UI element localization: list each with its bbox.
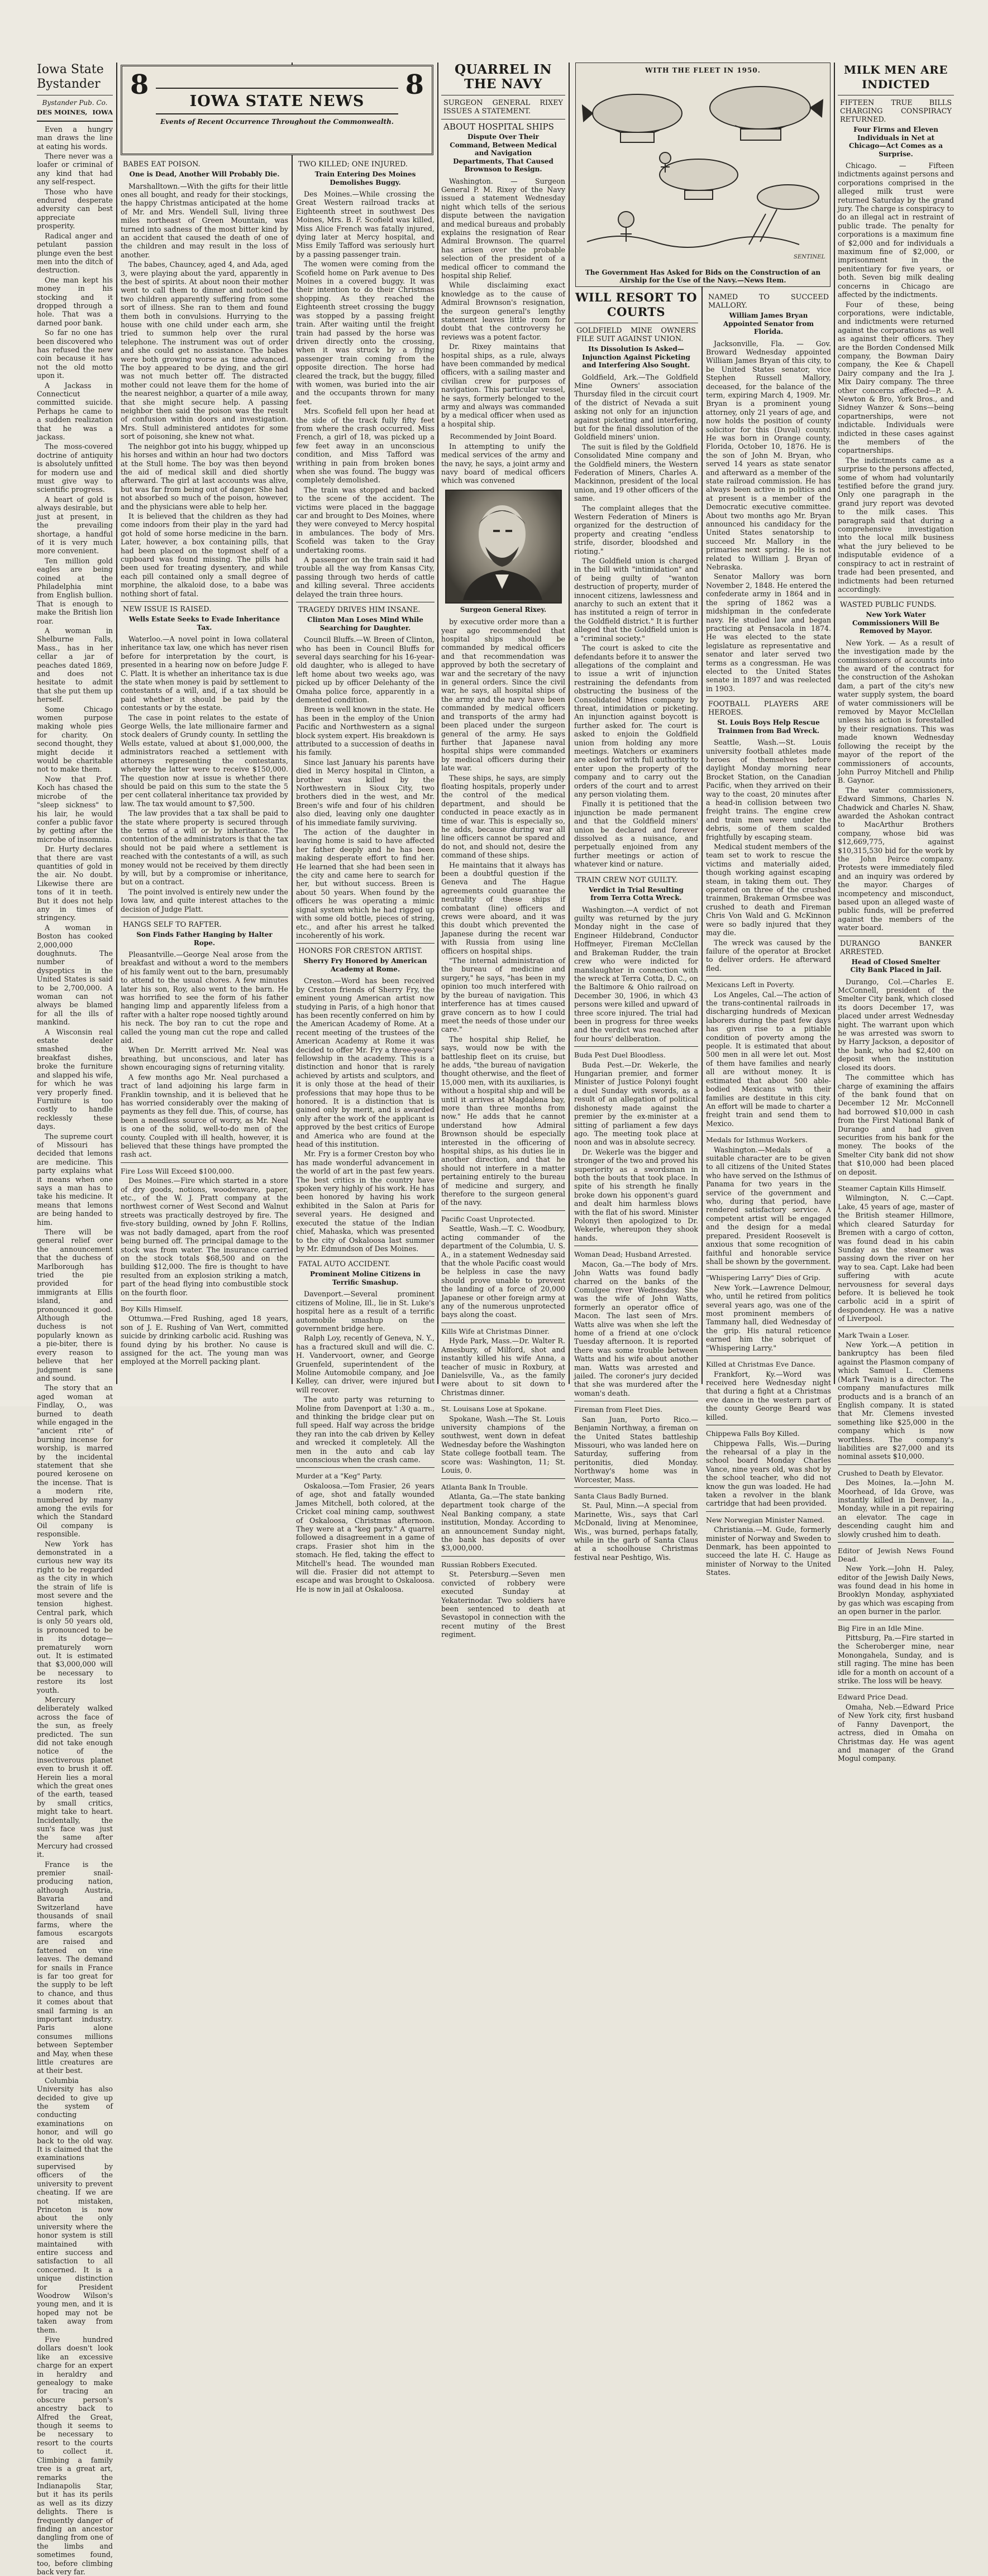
story-headline: New Norwegian Minister Named. — [706, 1515, 825, 1524]
editorial-paragraph: The moss-covered doctrine of antiquity is absolutely unfitted for modern use and must give way to scientific progress. — [37, 442, 113, 494]
story-paragraph: Oskaloosa.—Tom Frasier, 26 years of age, shot and fatally wounded James Mitchell, both colored, at the Cricket coal mining camp, southwest of Oskaloosa, Christmas afternoon. They were at a "keg party." A quarrel followed a disagreement in a game of craps. Frasier shot him in the stomach. He fled, taking the effect to Mitchell's head. The wounded man will die. Frasier did not attempt to escape and was brought to Oskaloosa. He is now in jail at Oskaloosa. — [296, 1481, 435, 1593]
editorial-paragraph: Now that Prof. Koch has chased the microbe of the "sleep sickness" to his lair, he would confer a public favor by getting after the microbe of insomnia. — [37, 774, 113, 844]
story-headline: TRAGEDY DRIVES HIM INSANE. — [298, 606, 421, 615]
story-deck: Sherry Fry Honored by American Academy at Rome. — [303, 957, 427, 973]
story-paragraph: Senator Mallory was born November 2, 1848. He entered the confederate army in 1864 and in the spring of 1862 was a midshipman in the confederate navy. He studied law and began practicing at Pensacola in 1874. He was elected to the state legislature as representative and senator and later served two terms as a congressman. He was elected to the United States senate in 1897 and was reelected in 1903. — [706, 572, 831, 693]
story-paragraph: The babes, Chauncey, aged 4, and Ada, aged 3, were playing about the yard, apparently in the best of spirits. At about noon their mother went to call them to dinner and noticed the two children apparently suffering from some sort of illness. She ran to them and found them both in convulsions. Hurrying to the house with one child under each arm, she tried to summon help over the rural telephone. The instrument was out of order and she could get no assistance. The babes were both growing worse as time advanced. The boy appeared to be dying, and the girl was not much better off. The distracted mother could not leave them for the home of the nearest neighbor, a quarter of a mile away, that she might secure help. A passing neighbor then said the poison was the result of confusion within doors and investigation. Mrs. Stull administered antidotes for some sort of poisoning, she knew not what. — [121, 260, 288, 441]
story-paragraph: Spokane, Wash.—The St. Louis university champions of the southwest, went down in defeat Wednesday before the Washington State college football team. The score was: Washington, 11; St. Louis, 0. — [441, 1414, 565, 1475]
story-divider — [296, 943, 435, 944]
story-paragraph: The suit is filed by the Goldfield Consolidated Mine company and the Goldfield miners, the Western Federation of Miners, Charles A. Mackinnon, president of the local union, and 19 other officers of the same. — [574, 442, 698, 503]
editorial-paragraphs — [37, 125, 113, 2576]
editorial-paragraph: A Jackass in Connecticut committed suicide. Perhaps he came to a sudden realization that he was a jackass. — [37, 381, 113, 442]
story-paragraph: The case in point relates to the estate of George Wells, the late millionaire farmer and stock dealers of Grundy county. In settling the Wells estate, valued at about $1,000,000, the administrators reached a settlement with attorneys representing the contestants, whereby the latter were to receive $150,000. The question now at issue is whether there should be paid on this sum to the state the 5 per cent collateral inheritance tax provided by law. The tax would amount to $7,500. — [121, 713, 288, 808]
story-paragraph: Ottumwa.—Fred Rushing, aged 18 years, son of J. E. Rushing of Van Wert, committed suicide by drinking carbolic acid. Rushing was found dying by his brother. No cause is assigned for the act. The young man was employed at the Morrell packing plant. — [121, 1314, 288, 1366]
navy-subhead-2: ABOUT HOSPITAL SHIPS — [443, 122, 554, 132]
story-paragraph: These ships, he says, are simply floating hospitals, properly under the control of the medical department, and should be conducted in peace exactly as in time of war. This is especially so, he adds, because during war all line officers cannot be spared and do not, and should not, desire the command of these ships. — [441, 773, 565, 860]
story-headline: Killed at Christmas Eve Dance. — [706, 1360, 815, 1369]
story-headline: DURANGO BANKER ARRESTED. — [840, 939, 952, 956]
story-paragraph: The complaint alleges that the Western Federation of Miners is organized for the destruction of property and creating "endless strife, disorder, bloodshed and rioting." — [574, 504, 698, 556]
story-paragraph: Macon, Ga.—The body of Mrs. John Watts was found badly charred on the banks of the Comulgee river Wednesday. She was the wife of John Watts, formerly an operator office of Macon. The last seen of Mrs. Watts alive was when she left the home of a friend at one o'clock Tuesday afternoon. It is reported there was some trouble between Watts and his wife about another man. Watts was arrested and jailed. The coroner's jury decided that she was murdered after the woman's death. — [574, 1260, 698, 1397]
story-paragraph: Medical student members of the team set to work to rescue the victims and materially aided, though working against escaping steam, in taking them out. They operated on three of the crushed trainmen, Brakeman Ormsbee was crushed to death and Fireman Chris Von Wald and G. McKinnon were so badly injured that they may die. — [706, 842, 831, 937]
story-divider — [574, 1046, 698, 1047]
story-paragraph: Dr. Wekerle was the bigger and stronger of the two and proved his superiority as a swordsman in both the bouts that took place. In spite of his strength he finally broke down his opponent's guard and dealt him harmless blows with the flat of his sword. Minister Polonyi then apologized to Dr. Wekerle, whereupon they shook hands. — [574, 1147, 698, 1242]
portrait-image — [445, 490, 562, 604]
story-headline: Russian Robbers Executed. — [441, 1560, 537, 1569]
story-deck: New York Water Commissioners Will Be Removed by Mayor. — [852, 611, 940, 635]
story-paragraph: Atlanta, Ga.—The state banking department took charge of the Neal Banking company, a state institution, Monday. According to an announcement Sunday night, the bank has deposits of over $3,000,000. — [441, 1492, 565, 1553]
story-divider — [296, 1467, 435, 1468]
story-paragraph: Marshalltown.—With the gifts for their little ones all bought, and ready for their stockings, the happy Christmas anticipated at the home of Mr. and Mrs. Wendell Sull, living three miles northeast of Green Mountain, was turned into sadness of the most bitter kind by an accident that caused the death of one of the children and may result in the loss of another. — [121, 181, 288, 259]
story-paragraph: The Goldfield union is charged in the bill with "intimidation" and of being guilty of "wanton destruction of property, murder of innocent citizens, lawlessness and anarchy to such an extent that it has instituted a reign of terror in the Goldfield district." It is further alleged that the Goldfield union is a "criminal society." — [574, 557, 698, 643]
story-deck: Prominent Moline Citizens in Terrific Smashup. — [310, 1270, 421, 1286]
portrait-caption: Surgeon General Rixey. — [460, 605, 547, 614]
masthead-dateline — [37, 108, 113, 117]
editorial-paragraph: There will be general relief over the announcement that the duchess of Marlborough has tried the pie provided for immigrants at Ellis island, and pronounced it good. Although the duchess is not popularly known as a pie-biter, there is every reason to believe that her judgment is sane and sound. — [37, 1228, 113, 1382]
story-paragraph: Breen is well known in the state. He has been in the employ of the Union Pacific and Northwestern as a signal block system expert. His breakdown is attributed to a succession of deaths in his family. — [296, 705, 435, 757]
story-paragraph: The hospital ship Relief, he says, would now be with the battleship fleet on its cruise, but he adds, "the bureau of navigation thought otherwise, and the fleet of 15,000 men, with its auxiliaries, is without a hospital ship and will be until it arrives at Magdalena bay, more than three months from now." He adds that he cannot understand how Admiral Brownson should be especially interested in the officering of hospital ships, as his duties lie in another direction, and that he should not interfere in a matter pertaining entirely to the bureau of medicine and surgery, and therefore to the surgeon general of the navy. — [441, 1035, 565, 1207]
editorial-paragraph: The story that an aged woman at Findlay, O., was burned to death while engaged in the "ancient rite" of burning incense for worship, is marred by the incidental statement that she poured kerosene on the incense. That is a modern rite, numbered by many among the evils for which the Standard Oil company is responsible. — [37, 1383, 113, 1539]
story-paragraph: It is believed that the children as they had come indoors from their play in the yard had got hold of some horse medicine in the barn. Later, however, a box containing pills, that had been placed on the topmost shelf of a cupboard was found missing. The pills had been used for treating dysentery, and while each pill contained only a small degree of morphine, the alkaloid dose, to a babe was nothing short of fatal. — [121, 511, 288, 598]
story-paragraph: Washington.—A verdict of not guilty was returned by the jury Monday night in the case of Engineer Hildebrand, Conductor Hoffmeyer, Fireman McClellan and Brakeman Rudder, the train crew who were indicted for manslaughter in connection with the wreck at Terra Cotta, D. C., on the Baltimore & Ohio railroad on December 30, 1906, in which 43 persons were killed and upward of three score injured. The trial had been in progress for three weeks and the verdict was reached after four hours' deliberation. — [574, 905, 698, 1043]
portrait-figure-icon — [446, 491, 559, 600]
story-paragraph: Seattle, Wash.—St. Louis university football athletes made heroes of themselves before daylight Monday morning near Brocket Station, on the Canadian Pacific, when they arrived on their way to the coast, 20 minutes after a head-in collision between two freight trains. The engine crew and train men were under the debris, some of them scalded frightfully by escaping steam. — [706, 738, 831, 841]
column-6 — [706, 290, 831, 1577]
story-headline: BABES EAT POISON. — [123, 160, 201, 169]
story-headline: Kills Wife at Christmas Dinner. — [441, 1327, 550, 1335]
ornament-left: 8 — [130, 69, 149, 100]
story-paragraph: Creston.—Word has been received by Creston friends of Sherry Fry, the eminent young American artist now studying in Paris, of a high honor that has been recently conferred on him by the American Academy of Rome. At a recent meeting of the trustees of the American Academy at Rome it was decided to offer Mr. Fry a three-years' fellowship in the academy. This is a distinction and honor that is rarely achieved by artists and sculptors, and it is only those at the head of their professions that may hope thus to be honored. It is a distinction that is gained only by merit, and is awarded only after the work of the applicant is approved by the best critics of Europe and America who are found at the head of this institution. — [296, 976, 435, 1149]
story-paragraph: Since last January his parents have died in Mercy hospital in Clinton, a brother was killed by the Northwestern in Sioux City, two brothers died in the west, and Mr. Breen's wife and four of his children also died, leaving only one daughter of his immediate family surviving. — [296, 758, 435, 827]
editorial-paragraph: The supreme court of Missouri has decided that lemons are medicine. This party explains what it means when one says a man has to take his medicine. It means that lemons are being handed to him. — [37, 1132, 113, 1227]
story-headline: Fire Loss Will Exceed $100,000. — [121, 1166, 235, 1175]
story-paragraph: Omaha, Neb.—Edward Price of New York city, first husband of Fanny Davenport, the actress, died in Omaha on Christmas day. He was agent and manager of the Grand Mogul company. — [838, 1702, 954, 1763]
story-paragraph: New York.—Lawrence Delmour, who, until he retired from politics several years ago, was one of the most prominent members of Tammany hall, died Wednesday of the grip. His natural reticence earned him the sobriquet of "Whispering Larry." — [706, 1283, 831, 1352]
story-paragraph: In attempting to unify the medical services of the army and the navy, he says, a joint army and navy board of medical officers which was convened — [441, 442, 565, 485]
story-paragraph: St. Petersburg.—Seven men convicted of robbery were executed Sunday at Yekaterinodar. Two soldiers have been sentenced to death at Sevastopol in connection with the recent mutiny of the Brest regiment. — [441, 1570, 565, 1639]
story-paragraph: The women were coming from the Scofield home on Park avenue to Des Moines in a covered buggy. It was their intention to do their Christmas shopping. As they reached the Eighteenth street crossing the buggy was stopped by a passing freight train. After waiting until the freight train had passed by the horse was driven directly onto the crossing, when it was struck by a flying passenger train coming from the opposite direction. The horse had cleared the track, but the buggy, filled with women, was buried into the air and the occupants thrown for many feet. — [296, 260, 435, 406]
story-divider — [838, 1542, 954, 1543]
editorial-paragraph: A woman in Shelburne Falls, Mass., has in her cellar a jar of peaches dated 1869, and does not hesitate to admit that she put them up herself. — [37, 626, 113, 704]
story-paragraph: The indictments came as a surprise to the persons affected, some of whom had voluntarily testified before the grand jury. Only one paragraph in the grand jury report was devoted to the milk cases. This paragraph said that during a comprehensive investigation into the local milk business what the jury believed to be indisputable evidence of a conspiracy to act in restraint of trade had been presented, and indictments had been returned accordingly. — [838, 456, 954, 593]
story-paragraph: The auto party was returning to Moline from Davenport at 1:30 a. m., and thinking the bridge clear put on full speed. Half way across the bridge they ran into the cab driven by Kelley and wrecked it completely. All the men in the auto and cab lay unconscious when the crash came. — [296, 1395, 435, 1464]
story-paragraph: The court is asked to cite the defendants before it to answer the allegations of the complaint and to issue a writ of injunction restraining the defendants from obstructing the business of the Consolidated Mines company by threat, intimidation or picketing. An injunction against boycott is further asked for. The court is asked to enjoin the Goldfield union from holding any more meetings. Watchers or examiners are asked for with full authority to enter upon the property of the company and to carry out the orders of the court and to arrest any person violating them. — [574, 644, 698, 798]
story-headline: HONORS FOR CRESTON ARTIST. — [298, 947, 423, 956]
airship-cartoon-icon — [576, 74, 830, 264]
milk-headline: MILK MEN ARE INDICTED — [844, 63, 948, 91]
story-headline: Murder at a "Keg" Party. — [296, 1472, 383, 1481]
story-deck: Son Finds Father Hanging by Halter Rope. — [136, 931, 273, 947]
story-paragraph: New York.—A petition in bankruptcy has been filed against the Plasmon company of which Samuel L. Clemens (Mark Twain) is a director. The company manufactures milk products and is a branch of an English company. It is stated that Mr. Clemens invested something like $25,000 in the company which is now worthless. The company's liabilities are $27,000 and its nominal assets $10,000. — [838, 1340, 954, 1461]
column-3 — [296, 157, 435, 1593]
story-paragraph: Pleasantville.—George Neal arose from the breakfast and without a word to the members of his family went out to the barn, presumably to attend to the usual chores. A few minutes later his son, Roy, also went to the barn. He was horrified to see the form of his father hanging limp and apparently lifeless from a rafter with a halter rope noosed tightly around his neck. The boy ran to cut the rope and called the young man cut the rope and called aid. — [121, 950, 288, 1045]
editorial-paragraph: Some Chicago women purpose making whole pies for charity. On second thought, they might decide it would be charitable not to make them. — [37, 705, 113, 774]
story-paragraph: Washington. — Surgeon General P. M. Rixey of the Navy issued a statement Wednesday night which tells of the serious dispute between the navigation and medical bureaus and probably explains the resignation of Rear Admiral Brownson. The quarrel has arisen over the probable selection of the president of a medical officer to command the hospital ship Relief. — [441, 176, 565, 280]
story-paragraph: The wreck was caused by the failure of the operator at Brocket to deliver orders. He afterward fled. — [706, 938, 831, 973]
story-deck: Clinton Man Loses Mind While Searching for Daughter. — [307, 616, 423, 632]
column-5 — [574, 290, 698, 1562]
story-paragraph: Davenport.—Several prominent citizens of Moline, Ill., lie in St. Luke's hospital here as a result of a terrific automobile smashup on the government bridge here. — [296, 1290, 435, 1333]
navy-subhead: SURGEON GENERAL RIXEY ISSUES A STATEMENT. — [443, 99, 563, 116]
column-rule — [569, 63, 570, 1384]
story-paragraph: New York.—John H. Paley, editor of the Jewish Daily News, was found dead in his home in Brooklyn Monday, asphyxiated by gas which was escaping from an open burner in the parlor. — [838, 1564, 954, 1616]
story-deck: Head of Closed Smelter City Bank Placed in Jail. — [850, 957, 942, 974]
story-headline: NEW ISSUE IS RAISED. — [123, 605, 212, 614]
story-paragraph: by executive order more than a year ago recommended that hospital ships should be commanded by medical officers and that recommendation was approved by both the secretary of war and the secretary of the navy in general orders. Since the civil war, he says, all hospital ships of the army and the navy have been commanded by medical officers and transports of the army had been placed under the surgeon general of the army. He says further that Japanese naval hospital ships were commanded by medical officers during their late war. — [441, 617, 565, 773]
cartoon-title: WITH THE FLEET IN 1950. — [645, 66, 761, 74]
story-paragraph: The point involved is entirely new under the Iowa law, and quite interest attaches to the decision of Judge Platt. — [121, 887, 288, 913]
courts-headline: WILL RESORT TO COURTS — [575, 290, 698, 319]
column-rule — [834, 63, 835, 1384]
editorial-paragraph: Even a hungry man draws the line at eating his words. — [37, 125, 113, 151]
story-deck: One is Dead, Another Will Probably Die. — [129, 170, 280, 178]
iowa-state-news-box — [121, 65, 433, 155]
navy-small-head: Recommended by Joint Board. — [450, 432, 557, 441]
column-2 — [121, 157, 288, 1384]
story-divider — [706, 1511, 831, 1512]
story-headline: Buda Pest Duel Bloodless. — [574, 1051, 666, 1060]
story-headline: Chippewa Falls Boy Killed. — [706, 1429, 800, 1438]
story-divider — [574, 872, 698, 873]
column-7 — [838, 63, 954, 1763]
story-paragraph: The law provides that a tax shall be paid to the state where property is secured through the terms of a will or by inheritance. The contention of the administrators is that the tax should not be paid where a settlement is reached with the contestants of a will, as such money would not be received by them directly by will, but by a compromise or inheritance, but on a contract. — [121, 809, 288, 887]
editorial-paragraph: France is the premier snail-producing nation, although Austria, Bavaria and Switzerland have thousands of snail farms, where the famous escargots are raised and fattened on vine leaves. The demand for snails in France is far too great for the supply to be left to chance, and thus it comes about that snail farming is an important industry. Paris alone consumes millions between September and May, when these little creatures are at their best. — [37, 1860, 113, 2075]
editorial-paragraph: Dr. Hurty declares that there are vast quantities of gold in the air. No doubt. Likewise there are tons of it in teeth. But it does not help any in times of stringency. — [37, 845, 113, 922]
story-paragraph: The committee which has charge of examining the affairs of the bank found that on December 12 Mr. McConnell had borrowed $10,000 in cash from the First National Bank of Durango and had given securities from his bank for the money. The books of the Smelter City bank did not show that $10,000 had been placed on deposit. — [838, 1073, 954, 1176]
column-rule — [437, 63, 438, 1384]
story-paragraph: Chicago. — Fifteen indictments against persons and corporations comprised in the alleged milk trust were returned Saturday by the grand jury. The charge is conspiracy to do an illegal act in restraint of public trade. The penalty for corporations is a maximum fine of $2,000 and for individuals a maximum fine of $2,000, or imprisonment in the penitentiary for five years, or both. Seven big milk dealing concerns in Chicago are affected by the indictments. — [838, 161, 954, 299]
editorial-paragraph: New York has demonstrated in a curious new way its right to be regarded as the city in which the strain of life is most severe and the tension highest. Central park, which is only 50 years old, is pronounced to be in its dotage—prematurely worn out. It is estimated that $3,000,000 will be necessary to restore its lost youth. — [37, 1539, 113, 1694]
story-divider — [441, 1478, 565, 1479]
story-paragraph: Los Angeles, Cal.—The action of the trans-continental railroads in discharging hundreds of Mexican laborers during the past few days has given rise to a pitiable condition of poverty among the people. It is estimated that about 500 men in all were let out. Most of them have families and nearly all are without money. It is estimated that about 500 able-bodied Mexicans with their families are destitute in this city. An effort will be made to charter a freight train and send them to Mexico. — [706, 990, 831, 1128]
story-paragraph: Wilmington, N. C.—Capt. Lake, 45 years of age, master of the British steamer Hillmore, which cleared Saturday for Bremen with a cargo of cotton, was found dead in his cabin Sunday as the steamer was passing down the river on her way to sea. Capt. Lake had been suffering with acute nervousness for several days before. It is believed he took carbolic acid in a spirit of despondency. He was a native of Liverpool. — [838, 1194, 954, 1323]
column-rule — [116, 63, 117, 1384]
story-headline: Edward Price Dead. — [838, 1693, 908, 1702]
story-paragraph: Mrs. Scofield fell upon her head at the side of the track fully fifty feet from where the crash occurred. Miss French, a girl of 18, was picked up a few feet away in an unconscious condition, and Miss Tafford was writhing in pain from broken bones when she was found. The buggy was completely demolished. — [296, 407, 435, 485]
story-paragraph: Buda Pest.—Dr. Wekerle, the Hungarian premier, and former Minister of Justice Polonyi fought a duel Sunday with swords, as a result of an allegation of political dishonesty made against the premier by the ex-minister at a sitting of parliament a few days ago. The meeting took place at noon and was in absolute secrecy. — [574, 1060, 698, 1147]
story-headline: Santa Claus Badly Burned. — [574, 1491, 669, 1500]
cartoon-signature: SENTINEL — [794, 254, 825, 260]
masthead-title: Iowa State Bystander — [37, 63, 104, 91]
editorial-paragraph: Columbia University has also decided to give up the system of conducting examinations on honor, and will go back to the old way. It is claimed that the examinations supervised by officers of the university to prevent cheating. If we are not mistaken, Princeton is now about the only university where the honor system is still maintained with entire success and satisfaction to all concerned. It is a unique distinction for President Woodrow Wilson's young men, and it is hoped may not be taken away from them. — [37, 2076, 113, 2334]
story-paragraph: "The internal administration of the bureau of medicine and surgery," he says, "has been in my opinion too much interfered with by the bureau of navigation. This interference has at times caused grave concern as to how I could meet the needs of those under our care." — [441, 956, 565, 1034]
story-headline: St. Louisans Lose at Spokane. — [441, 1405, 547, 1414]
story-deck: Verdict in Trial Resulting from Terra Cotta Wreck. — [589, 885, 684, 902]
story-paragraph: The action of the daughter in leaving home is said to have affected her father deeply and he has been making desperate effort to find her. He learned that she had been seen in the city and came here to search for her, but without success. Breen is about 50 years. When found by the officers he was operating a mimic signal system which he had rigged up with some old bottle, pieces of string, etc., and after his arrest he talked incoherently of his work. — [296, 828, 435, 940]
courts-deck: Its Dissolution Is Asked—Injunction Against Picketing and Interfering Also Sought. — [582, 345, 690, 369]
story-paragraph: The neighbor got into his buggy, whipped up his horses and within an hour had two doctors at the Stull home. The boy was then beyond the aid of medical skill and died shortly afterward. The girl at last accounts was alive, but was far from being out of danger. She had not absorbed so much of the poison, however, and the physicians were able to help her. — [121, 442, 288, 511]
story-deck: St. Louis Boys Help Rescue Trainmen from Bad Wreck. — [717, 719, 820, 735]
ornament-right: 8 — [405, 69, 424, 100]
milk-deck: Four Firms and Eleven Individuals in Net at Chicago—Act Comes as a Surprise. — [849, 126, 943, 158]
story-paragraph: Jacksonville, Fla. — Gov. Broward Wednesday appointed William James Bryan of this city, to be United States senator, vice Stephen Russell Mallory, deceased, for the balance of the term, expiring March 4, 1909. Mr. Bryan is a prominent young attorney, only 21 years of age, and now holds the position of county solicitor for this (Duval) county. He was born in Orange county, Florida, October 10, 1876. He is the son of John M. Bryan, who served 14 years as state senator and afterward as a member of the state railroad commission. He has always been active in politics and at present is a member of the Democratic executive committee. About two months ago Mr. Bryan announced his candidacy for the United States senatorship to succeed Mr. Mallory in the primaries next spring. He is not related to William J. Bryan of Nebraska. — [706, 339, 831, 572]
story-divider — [121, 601, 288, 602]
story-paragraph: Des Moines, Ia.—John M. Moorhead, of Ida Grove, was instantly killed in Denver, Ia., Monday, while in a pit repairing an elevator. The cage in descending caught him and slowly crushed him to death. — [838, 1478, 954, 1539]
story-headline: Woman Dead; Husband Arrested. — [574, 1250, 692, 1259]
story-headline: Big Fire in an Idle Mine. — [838, 1624, 924, 1632]
story-divider — [706, 696, 831, 697]
story-headline: Mark Twain a Loser. — [838, 1330, 910, 1339]
story-paragraph: Christiania.—M. Gude, formerly minister of Norway and Sweden to Denmark, has been appointed to succeed the late H. C. Hauge as minister of Norway to the United States. — [706, 1525, 831, 1577]
story-headline: TWO KILLED; ONE INJURED. — [298, 160, 408, 169]
state-news-subtitle: Events of Recent Occurrence Throughout the Commonwealth. — [160, 118, 394, 126]
story-headline: WASTED PUBLIC FUNDS. — [840, 601, 937, 610]
story-headline: FATAL AUTO ACCIDENT. — [298, 1260, 390, 1269]
story-paragraph: San Juan, Porto Rico.—Benjamin Northway, a fireman on the United States battleship Missouri, who was landed here on Saturday, suffering from peritonitis, died Monday. Northway's home was in Worcester, Mass. — [574, 1415, 698, 1484]
editorial-paragraph: Five hundred dollars doesn't look like an excessive charge for an expert in heraldry and genealogy to make for tracing an obscure person's ancestry back to Alfred the Great, though it seems to be necessary to resort to the courts to collect it. Climbing a family tree is a great art, remarks the Indianapolis Star, but it has its perils as well as its dizzy delights. There is frequently danger of finding an ancestor dangling from one of the limbs and sometimes found, too, before climbing back very far. — [37, 2335, 113, 2576]
editorial-paragraph: Radical anger and petulant passion plunge even the best men into the ditch of destruction. — [37, 231, 113, 275]
editorial-paragraph: A woman in Boston has cooked 2,000,000 doughnuts. The number of dyspeptics in the United States is said to be 2,700,000. A woman can not always be blamed for all the ills of mankind. — [37, 923, 113, 1027]
story-paragraph: Durango, Col.—Charles E. McConnell, president of the Smelter City bank, which closed its doors December 17, was placed under arrest Wednesday night. The warrant upon which he was arrested was sworn to by Harry Jackson, a depositor of the bank, who had $2,400 on deposit when the institution closed its doors. — [838, 977, 954, 1072]
story-headline: Steamer Captain Kills Himself. — [838, 1184, 946, 1193]
editorial-paragraph: Mercury deliberately walked across the face of the sun, as freely predicted. The sun did not take enough notice of the insectiverous planet even to brush it off. Herein lies a moral which the great ones of the earth, teased by small critics, might take to heart. Incidentally, the sun's face was just the same after Mercury had crossed it. — [37, 1695, 113, 1859]
column-1 — [37, 63, 113, 2576]
editorial-paragraph: Those who have endured desperate adversity can best appreciate prosperity. — [37, 187, 113, 231]
story-paragraph: St. Paul, Minn.—A special from Marinette, Wis., says that Carl McDonald, living at Menominee, Wis., was burned, perhaps fatally, while in the garb of Santa Claus at a schoolhouse Christmas festival near Peshtigo, Wis. — [574, 1501, 698, 1562]
story-paragraph: The water commissioners, Edward Simmons, Charles N. Chadwick and Charles N. Shaw, awarded the Ashokan contract to MacArthur Brothers company, whose bid was $12,669,775, against $10,315,530 bid for the work by the John Peirce company. Protests were immediately filed and an inquiry was ordered by the mayor. Charges of incompetency and misconduct, based upon an alleged waste of public funds, will be preferred against the members of the water board. — [838, 786, 954, 932]
cartoon-caption: The Government Has Asked for Bids on the Construction of an Airship for the Use of the Navy.—News Item. — [585, 269, 821, 284]
story-paragraph: A few months ago Mr. Neal purchased a tract of land adjoining his large farm in Franklin township, and it is believed that he has worried considerably over the making of payments as they fell due. This, of course, has been a needless source of worry, as Mr. Neal is one of the solid, well-to-do men of the county. Coupled with ill health, however, it is believed that these things have prompted the rash act. — [121, 1072, 288, 1159]
milk-subhead: FIFTEEN TRUE BILLS CHARGING CONSPIRACY RETURNED. — [840, 99, 952, 124]
story-divider — [296, 1256, 435, 1257]
story-paragraph: Des Moines.—While crossing the Great Western railroad tracks at Eighteenth street in southwest Des Moines, Mrs. B. F. Scofield was killed, Miss Alice French was fatally injured, dying later at Mercy hospital, and Miss Emily Tafford was seriously hurt by a passing passenger train. — [296, 190, 435, 258]
story-headline: Mexicans Left in Poverty. — [706, 980, 795, 989]
story-paragraph: Council Bluffs.—W. Breen of Clinton, who has been in Council Bluffs for several days searching for his 16-year-old daughter, who is alleged to have left home about two weeks ago, was picked up by officer Delehanty of the Omaha police force, apparently in a demented condition. — [296, 635, 435, 704]
story-paragraph: New York. — As a result of the investigation made by the commissioners of accounts into the award of the contract for the construction of the Ashokan dam, a part of the city's new water supply system, the board of water commissioners will be removed by Mayor McClellan unless his action is forestalled by their resignations. This was made known Wednesday following the receipt by the mayor of the report of the commissioners of accounts, John Purroy Mitchell and Philip B. Gaynor. — [838, 638, 954, 785]
story-paragraph: A passenger on the train said it had trouble all the way from Kansas City, passing through two herds of cattle and killing several. Three accidents delayed the train three hours. — [296, 556, 435, 598]
story-headline: Medals for Isthmus Workers. — [706, 1136, 808, 1145]
story-paragraph: Goldfield, Ark.—The Goldfield Mine Owners' association Thursday filed in the circuit court of the district of Nevada a suit asking not only for an injunction against picketing and interfering, but for the final dissolution of the Goldfield miners' union. — [574, 372, 698, 442]
column-rule — [292, 63, 293, 1384]
masthead-publisher: Bystander Pub. Co. — [42, 99, 108, 107]
story-headline: Boy Kills Himself. — [121, 1304, 183, 1313]
masthead-place: DES MOINES, — [37, 108, 88, 117]
story-headline: Atlanta Bank In Trouble. — [441, 1482, 528, 1491]
state-news-title: IOWA STATE NEWS — [156, 88, 398, 114]
story-headline: TRAIN CREW NOT GUILTY. — [576, 875, 677, 884]
editorial-paragraph: A heart of gold is always desirable, but just at present, in the prevailing shortage, a handful of it is very much more convenient. — [37, 495, 113, 556]
mallory-headline: NAMED TO SUCCEED MALLORY. — [708, 293, 829, 310]
editorial-paragraph: So far no one has been discovered who has refused the new coin because it has not the old motto upon it. — [37, 328, 113, 380]
story-paragraph: Seattle, Wash.—T. C. Woodbury, acting commander of the department of the Columbia, U. S. A., in a statement Wednesday said that the whole Pacific coast would be helpless in case the navy should prove unable to prevent the landing of a force of 20,000 Japanese or other foreign army at any of the numerous unprotected bays along the coast. — [441, 1224, 565, 1319]
mallory-deck: William James Bryan Appointed Senator from Florida. — [723, 312, 814, 336]
story-headline: HANGS SELF TO RAFTER. — [123, 921, 222, 929]
story-paragraph: Dr. Rixey maintains that hospital ships, as a rule, always have been commanded by medical officers, with a sailing master and civilian crew for purposes of navigation. This particular vessel, he says, formerly belonged to the army and always was commanded by a medical officer when used as a hospital ship. — [441, 342, 565, 428]
story-headline: "Whispering Larry" Dies of Grip. — [706, 1273, 821, 1282]
story-paragraph: Ralph Loy, recently of Geneva, N. Y., has a fractured skull and will die. C. H. Vandervoort, owner, and George Gruenfeld, superintendent of the Moline Automobile company, and Joe Kelley, can driver, were injured but will recover. — [296, 1334, 435, 1394]
story-paragraph: When Dr. Merritt arrived Mr. Neal was breathing, but unconscious, and later has shown encouraging signs of returning vitality. — [121, 1046, 288, 1072]
story-divider — [838, 1464, 954, 1465]
masthead-state: IOWA — [92, 108, 113, 117]
story-paragraph: Washington.—Medals of a suitable character are to be given to all citizens of the United States who have served on the Isthmus of Panama for two years in the service of the government and who, during that period, have rendered satisfactory service. A competent artist will be engaged and the design for a medal prepared. President Roosevelt is anxious that some recognition of faithful and honorable service shall be shown by the government. — [706, 1145, 831, 1266]
story-divider — [441, 1556, 565, 1557]
story-divider — [706, 1131, 831, 1132]
story-deck: Train Entering Des Moines Demolishes Buggy. — [314, 170, 416, 186]
story-paragraph: The train was stopped and backed to the scene of the accident. The victims were placed in the baggage car and brought to Des Moines, where they were conveyed to Mercy hospital in ambulances. The body of Mrs. Scofield was taken to the Gray undertaking rooms. — [296, 485, 435, 554]
story-paragraph: Hyde Park, Mass.—Dr. Walter R. Amesbury, of Milford, shot and instantly killed his wife Anna, a teacher of music in Roxbury, at Danielsville, Va., as the family were about to sit down to Christmas dinner. — [441, 1337, 565, 1397]
story-deck: Wells Estate Seeks to Evade Inheritance Tax. — [128, 615, 280, 631]
cartoon-illustration — [575, 63, 831, 287]
story-paragraph: He maintains that it always has been a doubtful question if the Geneva and The Hague agreements could guarantee the neutrality of these ships if combatant (line) officers and crews were aboard, and it was this doubt which prevented the Japanese during the recent war with Russia from using line officers on hospital ships. — [441, 860, 565, 955]
story-paragraph: Des Moines.—Fire which started in a store of dry goods, notions, woodenware, paper, etc., of the W. J. Pratt company at the northwest corner of West Second and Walnut streets was practically destroyed by fire. The five-story building, owned by John F. Rollins, was not badly damaged, apart from the roof being burned off. The principal damage to the stock was from water. The insurance carried on the stock totals $68,500 and on the building $12,000. The fire is thought to have resulted from an explosion striking a match, part of the head flying into combustible stock on the fourth floor. — [121, 1176, 288, 1297]
story-divider — [121, 1162, 288, 1163]
editorial-paragraph: A Wisconsin real estate dealer smashed the breakfast dishes, broke the furniture and slapped his wife, for which he was very properly fined. Furniture is too costly to handle recklessly these days. — [37, 1027, 113, 1131]
story-headline: Editor of Jewish News Found Dead. — [838, 1546, 954, 1563]
courts-subhead: GOLDFIELD MINE OWNERS FILE SUIT AGAINST UNION. — [576, 327, 696, 343]
story-paragraph: While disclaiming exact knowledge as to the cause of Admiral Brownson's resignation, the surgeon general's lengthy statement leaves little room for doubt that the controversy he reviews was a potent factor. — [441, 281, 565, 341]
story-paragraph: Four of these, being corporations, were indictable, and indictments were returned against the corporations as well as against their officers. They are the Borden Condensed Milk company, the Bowman Dairy company, the Kee & Chapell Dairy company and the Ira J. Mix Dairy company. The three other concerns affected—P. A. Newton & Bro, York Bros., and Sidney Wanzer & Sons—being copartnerships, were not indictable. Individuals were indicted in these cases against the members of the copartnerships. — [838, 300, 954, 455]
story-divider — [121, 1300, 288, 1301]
story-divider — [441, 1400, 565, 1401]
state-news-box-wrapper — [120, 63, 435, 159]
story-headline: Fireman from Fleet Dies. — [574, 1405, 663, 1414]
navy-headline: QUARREL IN THE NAVY — [455, 62, 552, 92]
story-divider — [706, 1269, 831, 1270]
story-paragraph: Frankfort, Ky.—Word was received here Wednesday night that during a fight at a Christmas eve dance in the western part of the county George Beard was killed. — [706, 1370, 831, 1421]
story-paragraph: Waterloo.—A novel point in Iowa collateral inheritance tax law, one which has never risen before for interpretation by the court, is presented in a hearing now on before Judge F. C. Platt. It is whether an inheritance tax is due the state when money is paid by settlement to contestants of a will, and, if a tax should be paid whether it should be paid by the contestants or by the estate. — [121, 635, 288, 712]
story-paragraph: Finally it is petitioned that the injunction be made permanent and that the Goldfield miners' union be declared and forever dissolved as a nuisance, and perpetually enjoined from any further meetings or action of whatever kind or nature. — [574, 799, 698, 869]
story-divider — [441, 1210, 565, 1211]
column-4 — [441, 62, 565, 1639]
story-paragraph: Mr. Fry is a former Creston boy who has made wonderful advancement in the world of art in the past few years. The best critics in the country have spoken very highly of his work. He has been honored by having his work exhibited in the Salon at Paris for several years. He designed and executed the statue of the Indian chief, Mahaska, which was presented to the city of Oskaloosa last summer by Mr. Edmundson of Des Moines. — [296, 1150, 435, 1253]
story-paragraph: Chippewa Falls, Wis.—During the rehearsal of a play in the school board Monday Charles Vance, nine years old, was shot by the school teacher, who did not know the gun was loaded. He had taken a revolver in the blank cartridge that had been provided. — [706, 1439, 831, 1508]
story-divider — [838, 1688, 954, 1689]
editorial-paragraph: Ten million gold eagles are being coined at the Philadelphia mint from English bullion. That is enough to make the British lion roar. — [37, 556, 113, 625]
story-divider — [574, 1487, 698, 1488]
story-headline: FOOTBALL PLAYERS ARE HEROES. — [708, 700, 829, 717]
story-paragraph: Pittsburg, Pa.—Fire started in the Scheroberger mine, near Monongahela, Sunday, and is still raging. The mine has been idle for a month on account of a strike. The loss will be heavy. — [838, 1634, 954, 1686]
editorial-paragraph: One man kept his money in his stocking and it dropped through a hole. That was a darned poor bank. — [37, 275, 113, 327]
navy-deck: Dispute Over Their Command, Between Medical and Navigation Departments, That Caused Brownson to Resign. — [450, 133, 557, 173]
story-headline: Crushed to Death by Elevator. — [838, 1468, 944, 1477]
story-headline: Pacific Coast Unprotected. — [441, 1214, 535, 1223]
editorial-paragraph: There never was a loafer or criminal of any kind that had any self-respect. — [37, 152, 113, 186]
